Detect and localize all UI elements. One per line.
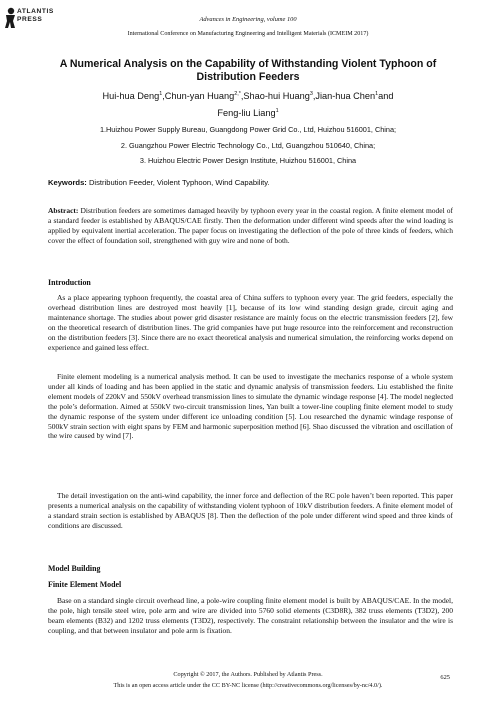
author-affiliation-mark: 1 [375,91,379,97]
author-name: Hui-hua Deng [102,91,160,102]
author-affiliation-mark: 1 [275,107,279,114]
abstract [48,206,453,246]
affiliation-2: 2. Guangzhou Power Electric Technology Co., Ltd, Guangzhou 510640, China; [120,141,376,150]
license-notice: This is an open access article under the CC BY-NC license (http://creativecommons.org/licenses/by-nc/4.0/). [113,682,383,689]
author-name: Jian-hua Chen [315,91,376,102]
keywords-text: Distribution Feeder, Violent Typhoon, Wind Capability. [88,178,270,187]
author-affiliation-mark: 2,* [234,91,241,97]
subsection-heading-finite-element-model: Finite Element Model [48,580,122,589]
author-separator: , [312,91,316,102]
section-heading-model-building: Model Building [48,564,101,573]
author-list [50,87,446,120]
author-separator: , [162,91,165,102]
paper-title: A Numerical Analysis on the Capability of Withstanding Violent Typhoon of Distribution Feeders [59,58,437,83]
page-number: 625 [440,674,450,681]
affiliation-1: 1.Huizhou Power Supply Bureau, Guangdong Power Grid Co., Ltd, Huizhou 516001, China; [99,125,397,134]
abstract-text: Distribution feeders are sometimes damaged heavily by typhoon every year in the coastal region. A finite element model of a standard feeder is established by ABAQUS/CAE firstly. Then the deformation under different wind speeds after the wind loading is applied by equivalent inertial acceleration. The paper focus on investigating the deflection of the pole of three kinds of feeders, which cover the effect of foundation soil, strengthened with guy wire and none of both. [48,206,454,245]
paragraph: As a place appearing typhoon frequently, the coastal area of China suffers to typhoon every year. The grid feeders, especially the overhead distribution lines are destroyed most heavily [1], because of its low wind standing design grade, circuit aging and maintenance shortage. The studies about power grid disaster resistance are mainly focus on the electric transmission feeders [2], few on the theoretical research of distribution lines. The grid companies have put huge resource into the reinforcement and reconstruction on the distribution feeders [3]. Since there are no exact theoretical analysis and numerical simulation, the reinforcing works depend on experience and gained less effect. [48,293,453,352]
keywords-label: Keywords: [48,178,87,187]
conference-name: International Conference on Manufacturing Engineering and Intelligent Materials (ICMEIM 2017) [127,31,369,37]
author-name: Shao-hui Huang [243,91,310,102]
abstract-label: Abstract: [48,206,79,215]
paragraph: Finite element modeling is a numerical analysis method. It can be used to investigate the mechanics response of a whole system under all kinds of loading and has been applied in the static and dynamic analysis of transmission feeders. Liu established the finite element models of 220kV and 550kV overhead transmission lines to simulate the dynamic windage response [4]. The model neglected the pole’s deformation. Aimed at 550kV two-circuit transmission lines, Yan built a tower-line coupling finite element model to study the dynamic response of the system under different ice unloading condition [5]. Lou researched the dynamic windage response of 500kV strain section with eight spans by FEM and harmonic superposition method [6]. Shao discussed the vibration and oscillation of the wire caused by wind [7]. [48,372,453,441]
keywords [48,178,270,187]
author-separator: , [240,91,244,102]
author-affiliation-mark: 1 [159,91,163,97]
author-affiliation-mark: 3 [309,91,313,97]
author-name: Chun-yan Huang [164,91,235,102]
publisher-name: ATLANTIS PRESS [17,8,54,23]
paragraph: The detail investigation on the anti-wind capability, the inner force and deflection of the RC pole haven’t been reported. This paper presents a numerical analysis on the capability of withstanding violent typhoon of 10kV distribution feeders. A finite element model of a standard strain section is established by ABAQUS [8]. Then the deflection of the pole under different wind speed and three kinds of conditions are discussed. [48,491,453,530]
paragraph: Base on a standard single circuit overhead line, a pole-wire coupling finite element model is built by ABAQUS/CAE. In the model, the pole, high tensile steel wire, pole arm and wire are divided into 5760 solid elements (C3D8R), 382 truss elements (T3D2), 200 beam elements (B32) and 1202 truss elements (T3D2), respectively. The constraint relationship between the insulator and the wire is coupling, and that between insulator and pole arm is fixation. [48,596,453,635]
section-heading-introduction: Introduction [48,278,91,287]
author-separator: and [378,91,394,102]
author-name: Feng-liu Liang [217,107,276,118]
affiliation-3: 3. Huizhou Electric Power Design Institute, Huizhou 516001, China [139,156,357,165]
journal-title: Advances in Engineering, volume 100 [199,16,297,23]
copyright-notice: Copyright © 2017, the Authors. Published by Atlantis Press. [173,671,323,678]
